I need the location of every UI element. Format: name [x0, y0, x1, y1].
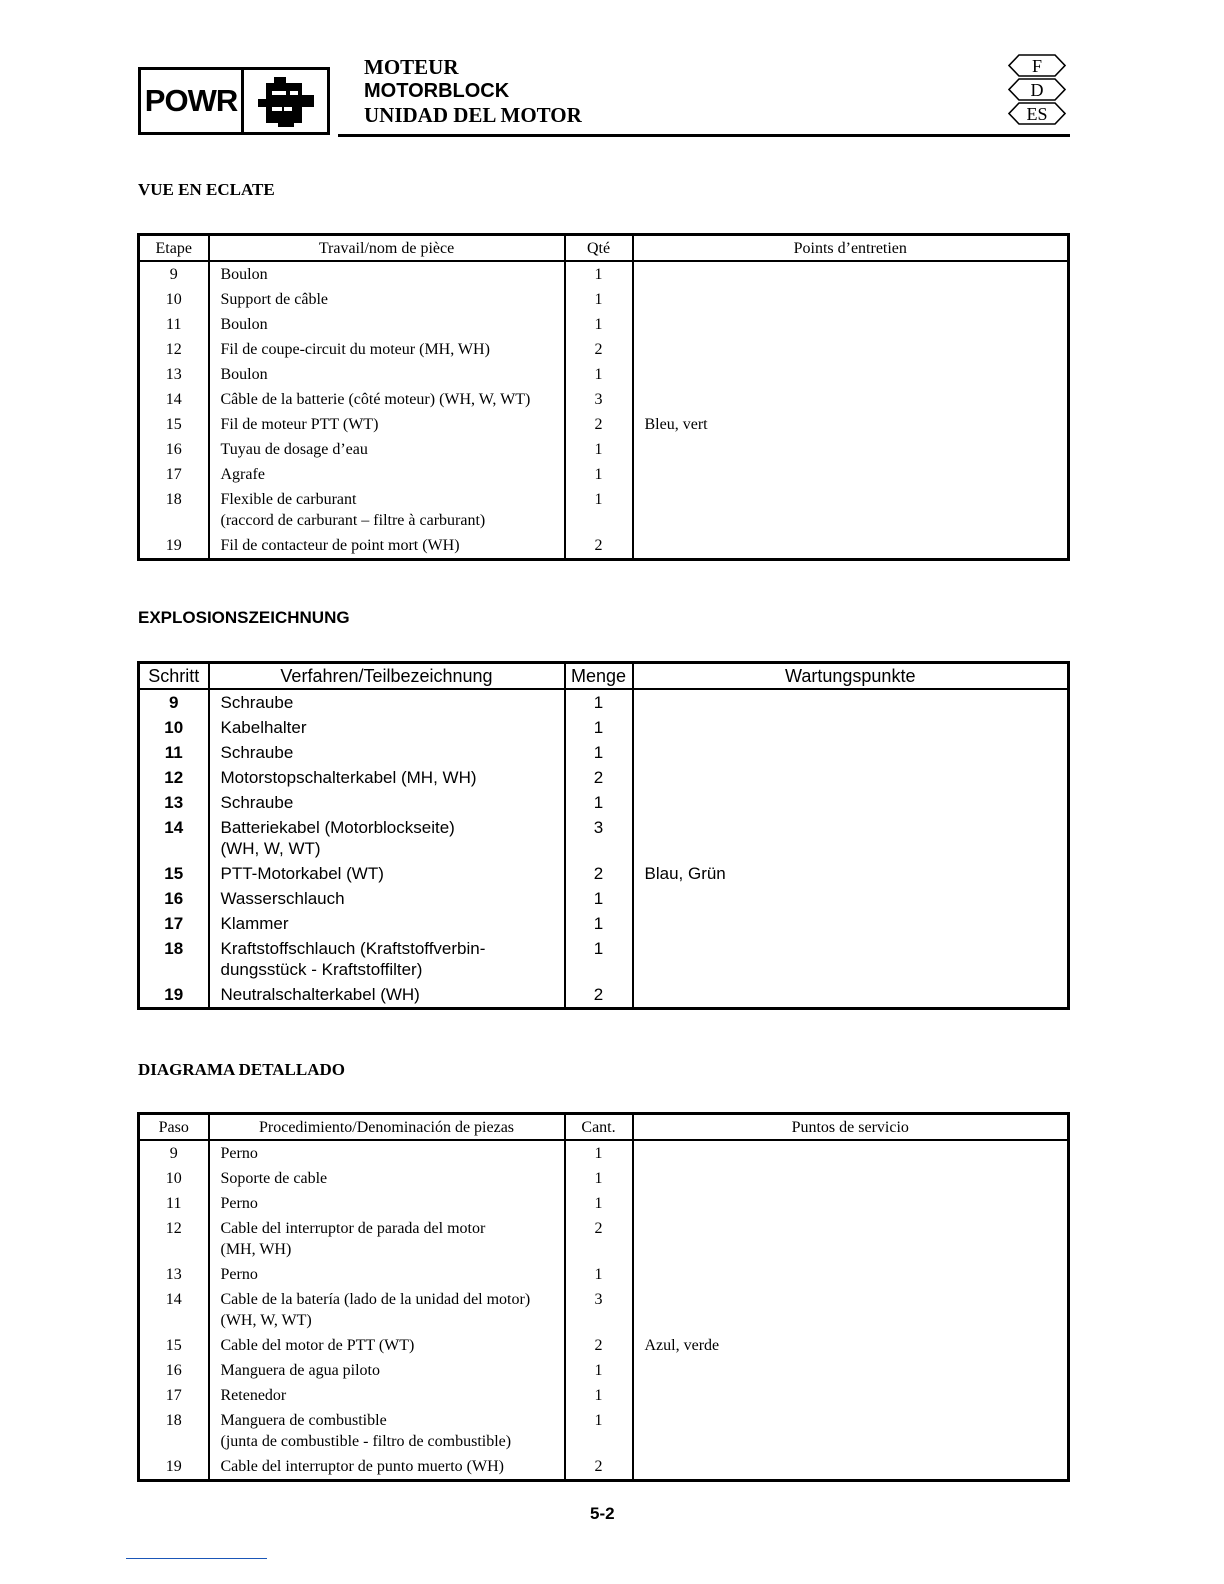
service-notes [633, 1408, 1069, 1454]
service-notes [633, 790, 1069, 815]
service-notes [633, 462, 1069, 487]
service-notes: Azul, verde [633, 1333, 1069, 1358]
parts-table-french [137, 233, 1070, 561]
part-name-line: Perno [220, 1195, 258, 1212]
quantity: 1 [565, 1191, 633, 1216]
part-name-line: Cable de la batería (lado de la unidad del motor) [220, 1291, 531, 1308]
quantity: 1 [565, 462, 633, 487]
step-number: 11 [139, 1191, 209, 1216]
service-notes [633, 1262, 1069, 1287]
quantity: 1 [565, 437, 633, 462]
part-name-line: (junta de combustible - filtro de combustible) [220, 1433, 512, 1450]
table-row [139, 911, 1069, 936]
part-name-line: PTT-Motorkabel (WT) [220, 864, 384, 883]
quantity: 1 [565, 312, 633, 337]
service-notes [633, 1191, 1069, 1216]
part-name [209, 689, 565, 715]
service-notes: Blau, Grün [633, 861, 1069, 886]
service-notes [633, 982, 1069, 1009]
quantity: 1 [565, 1140, 633, 1166]
part-name [209, 982, 565, 1009]
step-number: 12 [139, 765, 209, 790]
quantity: 1 [565, 715, 633, 740]
step-number: 11 [139, 312, 209, 337]
quantity: 1 [565, 936, 633, 982]
service-notes [633, 689, 1069, 715]
service-notes [633, 1383, 1069, 1408]
quantity: 1 [565, 1383, 633, 1408]
part-name [209, 1140, 565, 1166]
table-row [139, 1216, 1069, 1262]
part-name [209, 1166, 565, 1191]
table-row [139, 689, 1069, 715]
part-name-line: (raccord de carburant – filtre à carburant) [220, 512, 486, 529]
table-row [139, 815, 1069, 861]
quantity: 2 [565, 1216, 633, 1262]
section-code: POWR [141, 70, 244, 132]
part-name-line: Agrafe [220, 466, 265, 483]
step-number: 16 [139, 1358, 209, 1383]
part-name-line: Cable del interruptor de parada del motor [220, 1220, 486, 1237]
title-spanish: UNIDAD DEL MOTOR [364, 103, 582, 127]
service-notes [633, 765, 1069, 790]
step-number: 16 [139, 886, 209, 911]
part-name [209, 1216, 565, 1262]
part-name [209, 412, 565, 437]
column-header-notes: Wartungspunkte [633, 663, 1069, 690]
title-french: MOTEUR [364, 55, 459, 79]
part-name-line: Klammer [220, 914, 289, 933]
step-number: 16 [139, 437, 209, 462]
step-number: 18 [139, 1408, 209, 1454]
section-badge [138, 67, 330, 135]
language-badge-f [1008, 54, 1066, 77]
quantity: 2 [565, 861, 633, 886]
part-name [209, 765, 565, 790]
step-number: 14 [139, 815, 209, 861]
service-notes [633, 1166, 1069, 1191]
part-name-line: Kraftstoffschlauch (Kraftstoffverbin- [220, 939, 486, 958]
table-row [139, 1454, 1069, 1481]
step-number: 15 [139, 412, 209, 437]
table-row [139, 715, 1069, 740]
step-number: 17 [139, 911, 209, 936]
part-name-line: Boulon [220, 266, 268, 283]
step-number: 13 [139, 362, 209, 387]
part-name-line: (MH, WH) [220, 1241, 292, 1258]
service-notes [633, 1454, 1069, 1481]
part-name [209, 815, 565, 861]
table-row [139, 1358, 1069, 1383]
table-row [139, 312, 1069, 337]
part-name [209, 790, 565, 815]
part-name [209, 715, 565, 740]
part-name-line: Soporte de cable [220, 1170, 328, 1187]
language-label-d: D [1030, 80, 1044, 100]
service-notes [633, 815, 1069, 861]
part-name [209, 312, 565, 337]
page-number: 5-2 [590, 1504, 615, 1523]
part-name-line: Kabelhalter [220, 718, 307, 737]
quantity: 2 [565, 412, 633, 437]
title-german: MOTORBLOCK [364, 80, 510, 102]
quantity: 2 [565, 533, 633, 560]
table-row [139, 1333, 1069, 1358]
part-name [209, 533, 565, 560]
part-name-line: Retenedor [220, 1387, 287, 1404]
part-name-line: dungsstück - Kraftstoffilter) [220, 960, 423, 979]
column-header-step: Schritt [139, 663, 209, 690]
column-header-qty: Menge [565, 663, 633, 690]
step-number: 12 [139, 1216, 209, 1262]
parts-table-german [137, 661, 1070, 1010]
part-name-line: Fil de contacteur de point mort (WH) [220, 537, 460, 554]
service-notes [633, 1358, 1069, 1383]
table-row [139, 287, 1069, 312]
part-name [209, 936, 565, 982]
part-name [209, 1333, 565, 1358]
table-row [139, 1191, 1069, 1216]
language-label-es: ES [1026, 104, 1048, 124]
language-badge-es [1008, 102, 1066, 125]
quantity: 1 [565, 261, 633, 287]
service-notes [633, 437, 1069, 462]
quantity: 1 [565, 1262, 633, 1287]
part-name [209, 337, 565, 362]
table-row [139, 1166, 1069, 1191]
quantity: 1 [565, 790, 633, 815]
table-row [139, 462, 1069, 487]
part-name-line: Boulon [220, 316, 268, 333]
chapter-titles [364, 55, 582, 127]
part-name [209, 886, 565, 911]
table-row [139, 982, 1069, 1009]
service-notes [633, 362, 1069, 387]
part-name-line: Cable del interruptor de punto muerto (WH) [220, 1458, 504, 1475]
step-number: 9 [139, 261, 209, 287]
quantity: 1 [565, 487, 633, 533]
part-name-line: (WH, W, WT) [220, 839, 321, 858]
table-row [139, 362, 1069, 387]
part-name [209, 1262, 565, 1287]
part-name [209, 487, 565, 533]
quantity: 1 [565, 1166, 633, 1191]
table-row [139, 790, 1069, 815]
part-name [209, 362, 565, 387]
part-name-line: Schraube [220, 693, 294, 712]
quantity: 1 [565, 740, 633, 765]
part-name-line: Schraube [220, 743, 294, 762]
step-number: 14 [139, 387, 209, 412]
section-heading-french: VUE EN ECLATE [138, 180, 275, 199]
column-header-notes: Points d’entretien [633, 235, 1069, 262]
step-number: 18 [139, 936, 209, 982]
service-notes [633, 312, 1069, 337]
part-name-line: (WH, W, WT) [220, 1312, 312, 1329]
part-name [209, 1383, 565, 1408]
section-heading-german: EXPLOSIONSZEICHNUNG [138, 608, 350, 627]
step-number: 15 [139, 1333, 209, 1358]
quantity: 2 [565, 765, 633, 790]
table-row [139, 412, 1069, 437]
service-notes [633, 1140, 1069, 1166]
part-name-line: Motorstopschalterkabel (MH, WH) [220, 768, 477, 787]
part-name-line: Boulon [220, 366, 268, 383]
quantity: 3 [565, 815, 633, 861]
quantity: 2 [565, 1454, 633, 1481]
step-number: 13 [139, 1262, 209, 1287]
column-header-part: Travail/nom de pièce [209, 235, 565, 262]
service-notes [633, 1216, 1069, 1262]
step-number: 18 [139, 487, 209, 533]
service-notes [633, 1287, 1069, 1333]
table-row [139, 1287, 1069, 1333]
part-name [209, 1358, 565, 1383]
part-name-line: Batteriekabel (Motorblockseite) [220, 818, 455, 837]
table-row [139, 387, 1069, 412]
part-name [209, 911, 565, 936]
service-notes [633, 911, 1069, 936]
part-name-line: Manguera de combustible [220, 1412, 387, 1429]
service-notes [633, 533, 1069, 560]
table-row [139, 765, 1069, 790]
column-header-notes: Puntos de servicio [633, 1114, 1069, 1141]
quantity: 1 [565, 362, 633, 387]
service-notes [633, 715, 1069, 740]
quantity: 2 [565, 337, 633, 362]
step-number: 10 [139, 715, 209, 740]
step-number: 17 [139, 462, 209, 487]
step-number: 17 [139, 1383, 209, 1408]
part-name [209, 861, 565, 886]
language-label-f: F [1031, 56, 1043, 76]
step-number: 19 [139, 533, 209, 560]
part-name [209, 287, 565, 312]
quantity: 3 [565, 1287, 633, 1333]
quantity: 1 [565, 911, 633, 936]
part-name-line: Fil de moteur PTT (WT) [220, 416, 379, 433]
quantity: 1 [565, 886, 633, 911]
part-name-line: Schraube [220, 793, 294, 812]
step-number: 12 [139, 337, 209, 362]
quantity: 2 [565, 1333, 633, 1358]
quantity: 1 [565, 1408, 633, 1454]
table-row [139, 261, 1069, 287]
part-name [209, 1287, 565, 1333]
quantity: 1 [565, 689, 633, 715]
part-name [209, 387, 565, 412]
quantity: 2 [565, 982, 633, 1009]
column-header-step: Paso [139, 1114, 209, 1141]
part-name [209, 437, 565, 462]
part-name-line: Tuyau de dosage d’eau [220, 441, 368, 458]
step-number: 11 [139, 740, 209, 765]
service-notes [633, 487, 1069, 533]
part-name-line: Manguera de agua piloto [220, 1362, 380, 1379]
service-notes [633, 936, 1069, 982]
table-row [139, 533, 1069, 560]
part-name [209, 1454, 565, 1481]
service-notes [633, 387, 1069, 412]
part-name-line: Flexible de carburant [220, 491, 357, 508]
quantity: 1 [565, 1358, 633, 1383]
table-row [139, 1140, 1069, 1166]
table-row [139, 886, 1069, 911]
step-number: 13 [139, 790, 209, 815]
table-row [139, 337, 1069, 362]
step-number: 10 [139, 1166, 209, 1191]
table-row [139, 1262, 1069, 1287]
part-name [209, 1408, 565, 1454]
column-header-qty: Cant. [565, 1114, 633, 1141]
table-row [139, 487, 1069, 533]
quantity: 3 [565, 387, 633, 412]
step-number: 19 [139, 1454, 209, 1481]
header-rule [338, 134, 1070, 137]
step-number: 9 [139, 1140, 209, 1166]
section-heading-spanish: DIAGRAMA DETALLADO [138, 1060, 346, 1079]
part-name-line: Perno [220, 1266, 258, 1283]
table-row [139, 437, 1069, 462]
table-row [139, 1383, 1069, 1408]
table-row [139, 936, 1069, 982]
service-notes [633, 886, 1069, 911]
column-header-qty: Qté [565, 235, 633, 262]
part-name-line: Support de câble [220, 291, 329, 308]
service-notes [633, 337, 1069, 362]
part-name-line: Câble de la batterie (côté moteur) (WH, W, WT) [220, 391, 531, 408]
column-header-part: Procedimiento/Denominación de piezas [209, 1114, 565, 1141]
table-row [139, 861, 1069, 886]
part-name [209, 1191, 565, 1216]
part-name [209, 462, 565, 487]
footer-rule [126, 1558, 267, 1559]
column-header-part: Verfahren/Teilbezeichnung [209, 663, 565, 690]
language-badge-d [1008, 78, 1066, 101]
column-header-step: Etape [139, 235, 209, 262]
parts-table-spanish [137, 1112, 1070, 1482]
step-number: 9 [139, 689, 209, 715]
step-number: 10 [139, 287, 209, 312]
part-name-line: Cable del motor de PTT (WT) [220, 1337, 415, 1354]
part-name-line: Fil de coupe-circuit du moteur (MH, WH) [220, 341, 490, 358]
quantity: 1 [565, 287, 633, 312]
table-row [139, 740, 1069, 765]
table-row [139, 1408, 1069, 1454]
power-unit-icon [244, 70, 327, 132]
step-number: 19 [139, 982, 209, 1009]
part-name-line: Wasserschlauch [220, 889, 345, 908]
service-notes: Bleu, vert [633, 412, 1069, 437]
part-name-line: Perno [220, 1145, 258, 1162]
service-notes [633, 287, 1069, 312]
part-name [209, 740, 565, 765]
service-notes [633, 261, 1069, 287]
part-name-line: Neutralschalterkabel (WH) [220, 985, 420, 1004]
step-number: 14 [139, 1287, 209, 1333]
service-notes [633, 740, 1069, 765]
step-number: 15 [139, 861, 209, 886]
part-name [209, 261, 565, 287]
